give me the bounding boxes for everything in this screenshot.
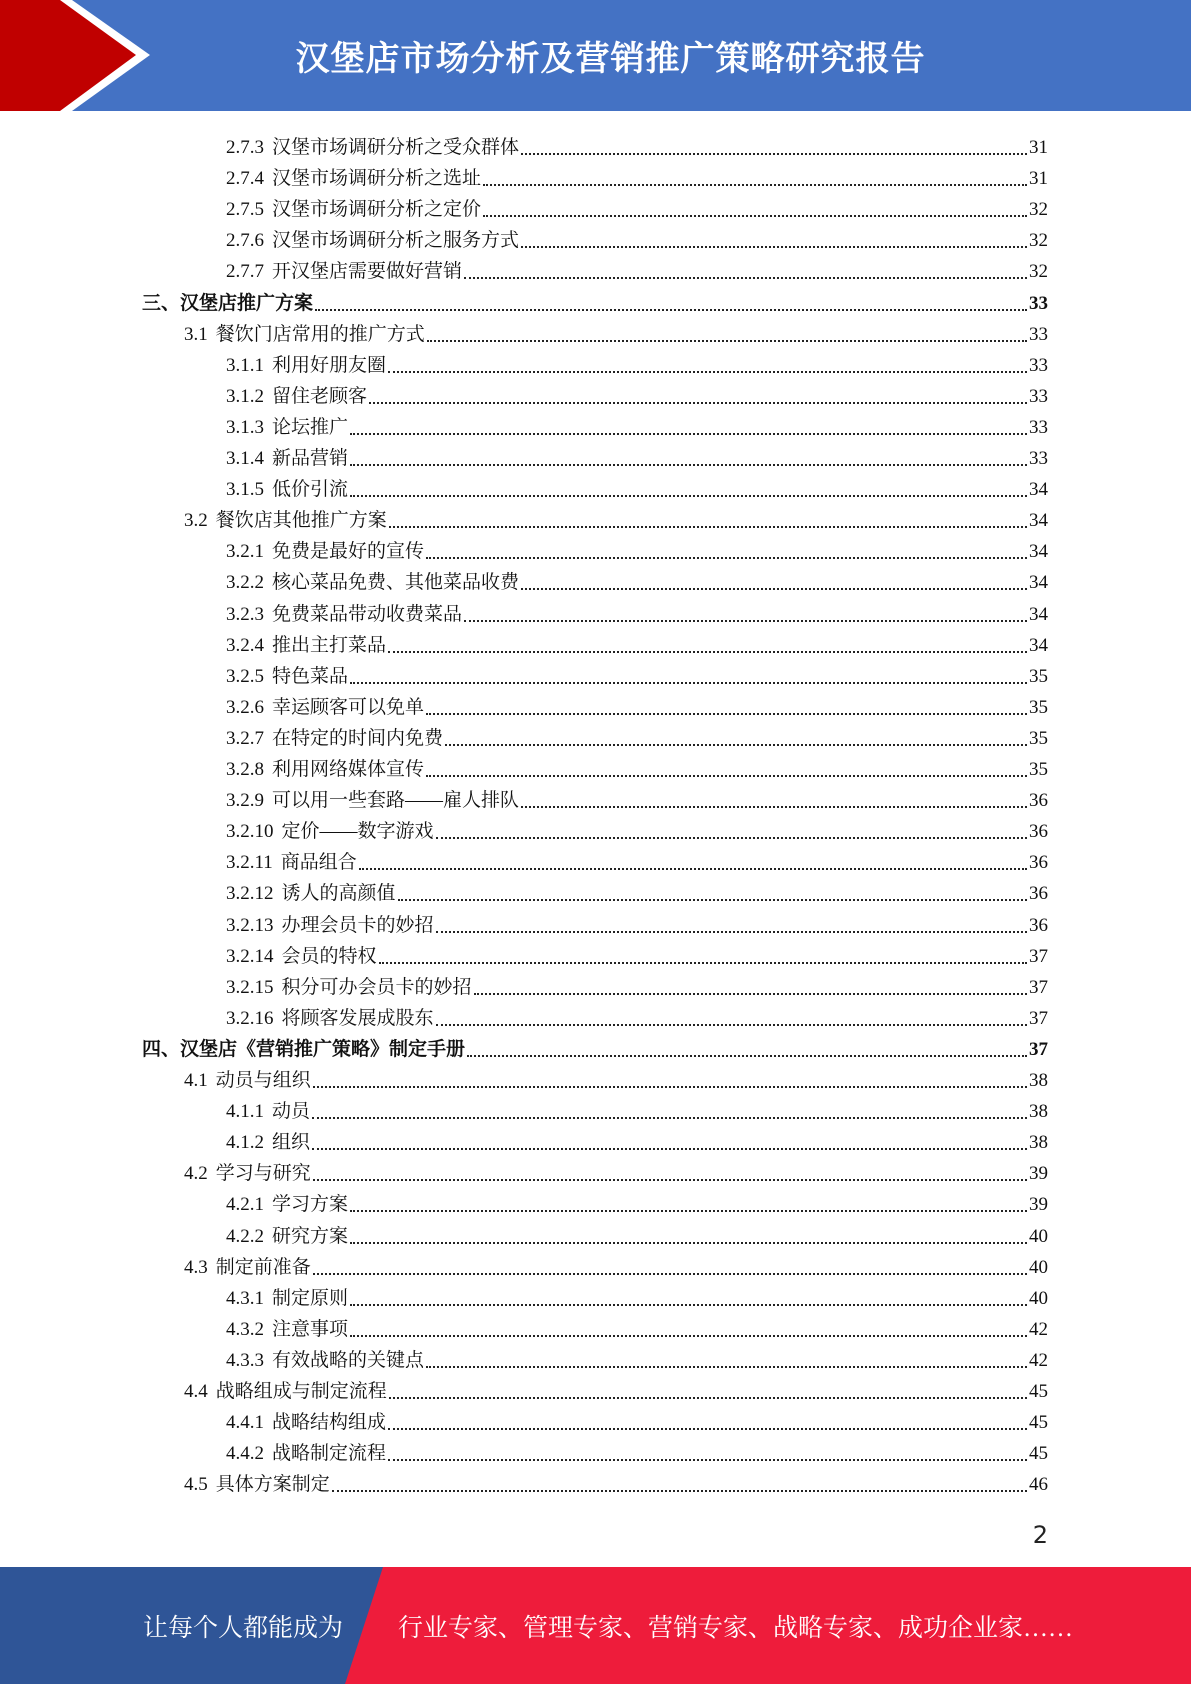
toc-entry-title: 定价——数字游戏 [281, 821, 434, 843]
toc-entry-page: 33 [1029, 323, 1048, 345]
toc-entry-number: 4.4 [184, 1381, 208, 1402]
toc-entry[interactable] [226, 1092, 1048, 1123]
toc-entry-title: 汉堡市场调研分析之定价 [272, 199, 482, 221]
toc-entry-page: 37 [1029, 945, 1048, 967]
toc-entry-title: 战略结构组成 [272, 1412, 387, 1434]
toc-dot-leader [350, 1210, 1027, 1212]
toc-dot-leader [427, 340, 1027, 342]
toc-entry[interactable] [184, 1248, 1048, 1279]
toc-entry[interactable] [226, 1123, 1048, 1154]
toc-entry-number: 3.2.9 [226, 790, 264, 812]
toc-dot-leader [389, 1397, 1027, 1399]
toc-dot-leader [312, 1117, 1027, 1119]
toc-entry-title: 餐饮店其他推广方案 [215, 510, 387, 532]
toc-entry-number: 4.2 [184, 1163, 208, 1185]
toc-dot-leader [350, 464, 1027, 466]
toc-entry-title: 免费是最好的宣传 [272, 541, 425, 563]
toc-entry-number: 3.2.4 [226, 634, 264, 656]
toc-entry-number: 3.1.3 [226, 416, 264, 438]
toc-entry-number: 3.2.14 [226, 945, 274, 967]
toc-entry[interactable] [142, 1030, 1048, 1061]
page-footer [0, 1567, 1191, 1684]
toc-entry-number: 3.1.5 [226, 479, 264, 501]
toc-entry-page: 37 [1029, 1038, 1048, 1060]
toc-entry[interactable] [226, 781, 1048, 812]
toc-entry-number: 2.7.5 [226, 199, 264, 221]
toc-entry-page: 38 [1029, 1070, 1048, 1091]
toc-dot-leader [350, 1304, 1027, 1306]
toc-entry-page: 40 [1029, 1225, 1048, 1247]
toc-entry-title: 利用好朋友圈 [272, 354, 387, 376]
toc-dot-leader [436, 931, 1027, 933]
toc-entry-page: 39 [1029, 1194, 1048, 1216]
toc-entry[interactable] [226, 1403, 1048, 1434]
toc-entry[interactable] [226, 1434, 1048, 1465]
toc-entry-page: 42 [1029, 1318, 1048, 1340]
toc-entry-number: 3.1.2 [226, 385, 264, 407]
toc-entry-title: 组织 [272, 1132, 311, 1154]
toc-entry-title: 餐饮门店常用的推广方式 [215, 323, 425, 345]
toc-entry-number: 2.7.3 [226, 137, 264, 158]
toc-entry-number: 4.3.1 [226, 1287, 264, 1309]
toc-entry-number: 2.7.4 [226, 168, 264, 190]
toc-entry[interactable] [226, 408, 1048, 439]
toc-entry[interactable] [226, 346, 1048, 377]
toc-entry-number: 3.2.6 [226, 696, 264, 718]
toc-entry[interactable] [184, 1154, 1048, 1185]
toc-dot-leader [426, 775, 1027, 777]
toc-entry[interactable] [226, 190, 1048, 221]
toc-entry-page: 33 [1029, 292, 1048, 314]
toc-entry-title: 会员的特权 [281, 945, 377, 967]
toc-entry-page: 40 [1029, 1287, 1048, 1309]
toc-dot-leader [483, 215, 1027, 217]
toc-entry-page: 34 [1029, 634, 1048, 656]
toc-dot-leader [521, 246, 1027, 248]
toc-entry-page: 33 [1029, 354, 1048, 376]
toc-entry-page: 35 [1029, 665, 1048, 687]
toc-entry[interactable] [226, 563, 1048, 594]
toc-entry-number: 4.1 [184, 1070, 208, 1091]
toc-entry-title: 具体方案制定 [215, 1474, 330, 1496]
toc-entry[interactable] [184, 1372, 1048, 1403]
toc-entry[interactable] [226, 874, 1048, 905]
toc-entry-page: 39 [1029, 1163, 1048, 1185]
toc-entry-title: 可以用一些套路——雇人排队 [272, 790, 520, 812]
toc-dot-leader [388, 1459, 1027, 1461]
toc-entry-number: 3.2.2 [226, 572, 264, 594]
toc-entry-page: 35 [1029, 759, 1048, 780]
toc-dot-leader [350, 495, 1027, 497]
toc-entry-number: 3.2.5 [226, 665, 264, 687]
toc-entry[interactable] [226, 1217, 1048, 1248]
toc-entry-number: 2.7.6 [226, 230, 264, 252]
toc-entry[interactable] [226, 719, 1048, 750]
toc-entry[interactable] [142, 284, 1048, 315]
toc-entry-title: 论坛推广 [272, 416, 349, 438]
toc-dot-leader [426, 557, 1027, 559]
toc-entry[interactable] [226, 221, 1048, 252]
toc-entry-title: 积分可办会员卡的妙招 [281, 976, 472, 998]
toc-entry-number: 4.2.1 [226, 1194, 264, 1216]
toc-entry[interactable] [226, 688, 1048, 719]
toc-dot-leader [350, 1335, 1027, 1337]
toc-entry-number: 4.1.2 [226, 1132, 264, 1154]
toc-entry-page: 35 [1029, 696, 1048, 718]
toc-entry-number: 4.3.3 [226, 1349, 264, 1371]
toc-entry-number: 3.2.15 [226, 976, 274, 998]
footer-tagline: 行业专家、管理专家、营销专家、战略专家、成功企业家…… [398, 1614, 1074, 1642]
toc-entry-page: 45 [1029, 1381, 1048, 1402]
toc-entry-number: 4.4.2 [226, 1443, 264, 1465]
toc-entry-page: 34 [1029, 541, 1048, 563]
toc-dot-leader [445, 744, 1027, 746]
toc-entry[interactable] [184, 315, 1048, 346]
toc-entry[interactable] [226, 812, 1048, 843]
toc-entry-number: 2.7.7 [226, 261, 264, 283]
toc-entry-page: 36 [1029, 790, 1048, 812]
toc-entry-number: 3.1.4 [226, 448, 264, 469]
toc-dot-leader [313, 1086, 1027, 1088]
toc-entry-page: 31 [1029, 137, 1048, 158]
toc-entry[interactable] [226, 626, 1048, 657]
toc-entry-title: 注意事项 [272, 1318, 349, 1340]
toc-entry-page: 38 [1029, 1132, 1048, 1154]
toc-entry-page: 32 [1029, 199, 1048, 221]
toc-dot-leader [467, 1055, 1027, 1057]
page-number: 2 [1032, 1521, 1048, 1549]
toc-dot-leader [464, 620, 1027, 622]
toc-entry-title: 幸运顾客可以免单 [272, 696, 425, 718]
toc-entry-number: 3.1 [184, 323, 208, 345]
toc-entry[interactable] [226, 1185, 1048, 1216]
toc-entry-page: 34 [1029, 572, 1048, 594]
toc-entry-page: 45 [1029, 1412, 1048, 1434]
toc-entry-title: 核心菜品免费、其他菜品收费 [272, 572, 520, 594]
toc-entry[interactable] [226, 532, 1048, 563]
toc-dot-leader [388, 371, 1027, 373]
toc-entry[interactable] [226, 252, 1048, 283]
toc-entry-number: 3.2.10 [226, 821, 274, 843]
toc-entry-number: 3.2.16 [226, 1007, 274, 1029]
toc-dot-leader [312, 1148, 1027, 1150]
toc-dot-leader [436, 1024, 1027, 1026]
toc-entry-title: 学习与研究 [215, 1163, 311, 1185]
toc-entry[interactable] [226, 750, 1048, 781]
toc-entry[interactable] [226, 1310, 1048, 1341]
toc-entry-page: 38 [1029, 1101, 1048, 1123]
toc-dot-leader [359, 868, 1027, 870]
toc-entry-page: 33 [1029, 448, 1048, 469]
toc-entry[interactable] [226, 439, 1048, 470]
toc-entry-page: 37 [1029, 1007, 1048, 1029]
toc-entry[interactable] [226, 1279, 1048, 1310]
toc-entry-number: 4.4.1 [226, 1412, 264, 1434]
toc-dot-leader [379, 962, 1027, 964]
toc-entry-page: 36 [1029, 821, 1048, 843]
toc-dot-leader [350, 1242, 1027, 1244]
toc-entry-title: 新品营销 [272, 448, 349, 469]
toc-entry-number: 4.1.1 [226, 1101, 264, 1123]
toc-entry-title: 在特定的时间内免费 [272, 727, 444, 749]
toc-dot-leader [426, 1366, 1027, 1368]
toc-entry-title: 三、汉堡店推广方案 [142, 292, 314, 314]
toc-entry-number: 3.2.13 [226, 914, 274, 936]
toc-entry-page: 36 [1029, 914, 1048, 936]
toc-dot-leader [521, 153, 1027, 155]
toc-entry-title: 商品组合 [280, 852, 357, 874]
toc-entry-page: 36 [1029, 852, 1048, 874]
toc-entry-page: 45 [1029, 1443, 1048, 1465]
toc-entry-title: 诱人的高颜值 [281, 883, 396, 905]
toc-entry[interactable] [226, 1341, 1048, 1372]
toc-entry-page: 34 [1029, 603, 1048, 625]
toc-entry-number: 4.5 [184, 1474, 208, 1496]
toc-entry-page: 40 [1029, 1256, 1048, 1278]
toc-entry-page: 36 [1029, 883, 1048, 905]
toc-dot-leader [315, 309, 1027, 311]
toc-entry-number: 3.2.1 [226, 541, 264, 563]
toc-entry[interactable] [226, 657, 1048, 688]
toc-entry-page: 46 [1029, 1474, 1048, 1496]
toc-entry-page: 33 [1029, 385, 1048, 407]
toc-entry[interactable] [226, 999, 1048, 1030]
toc-entry-number: 3.2.3 [226, 603, 264, 625]
toc-entry-number: 3.1.1 [226, 354, 264, 376]
toc-dot-leader [369, 402, 1027, 404]
toc-dot-leader [436, 837, 1027, 839]
toc-entry-title: 汉堡市场调研分析之服务方式 [272, 230, 520, 252]
toc-entry[interactable] [226, 128, 1048, 159]
toc-entry-page: 34 [1029, 479, 1048, 501]
toc-entry-title: 开汉堡店需要做好营销 [272, 261, 463, 283]
toc-entry[interactable] [226, 377, 1048, 408]
toc-entry-number: 4.3.2 [226, 1318, 264, 1340]
header-arrow-decoration [0, 0, 160, 111]
toc-entry-number: 3.2.7 [226, 727, 264, 749]
footer-slogan: 让每个人都能成为 [143, 1614, 344, 1642]
toc-entry[interactable] [226, 470, 1048, 501]
toc-entry-page: 31 [1029, 168, 1048, 190]
toc-dot-leader [389, 526, 1027, 528]
toc-entry-title: 特色菜品 [272, 665, 349, 687]
toc-entry-title: 制定原则 [272, 1287, 349, 1309]
toc-dot-leader [521, 806, 1027, 808]
toc-entry-title: 将顾客发展成股东 [281, 1007, 434, 1029]
document-title: 汉堡店市场分析及营销推广策略研究报告 [295, 39, 926, 79]
toc-dot-leader [313, 1273, 1027, 1275]
toc-dot-leader [350, 682, 1027, 684]
toc-entry-title: 汉堡市场调研分析之受众群体 [272, 137, 520, 158]
toc-entry-number: 3.2 [184, 510, 208, 532]
toc-entry-title: 留住老顾客 [272, 385, 368, 407]
toc-entry[interactable] [226, 937, 1048, 968]
toc-entry-title: 利用网络媒体宣传 [272, 759, 425, 780]
toc-entry-title: 动员与组织 [215, 1070, 311, 1091]
toc-dot-leader [388, 651, 1027, 653]
toc-entry-title: 低价引流 [272, 479, 349, 501]
toc-entry-title: 四、汉堡店《营销推广策略》制定手册 [142, 1038, 466, 1060]
toc-entry-page: 37 [1029, 976, 1048, 998]
toc-entry[interactable] [226, 906, 1048, 937]
toc-dot-leader [483, 184, 1027, 186]
toc-entry-page: 32 [1029, 261, 1048, 283]
toc-dot-leader [426, 713, 1027, 715]
page-header [0, 0, 1191, 111]
toc-entry[interactable] [226, 843, 1048, 874]
toc-entry-page: 33 [1029, 416, 1048, 438]
toc-dot-leader [521, 588, 1027, 590]
toc-entry-page: 42 [1029, 1349, 1048, 1371]
toc-entry-title: 推出主打菜品 [272, 634, 387, 656]
toc-dot-leader [464, 277, 1027, 279]
toc-entry-title: 战略制定流程 [272, 1443, 387, 1465]
toc-entry-number: 3.2.8 [226, 759, 264, 780]
toc-entry-number: 4.2.2 [226, 1225, 264, 1247]
toc-entry[interactable] [184, 1061, 1048, 1092]
toc-entry-title: 有效战略的关键点 [272, 1349, 425, 1371]
toc-entry-number: 3.2.12 [226, 883, 274, 905]
toc-entry-title: 动员 [272, 1101, 311, 1123]
toc-dot-leader [313, 1179, 1027, 1181]
toc-dot-leader [398, 899, 1027, 901]
toc-entry[interactable] [226, 595, 1048, 626]
toc-entry-title: 免费菜品带动收费菜品 [272, 603, 463, 625]
toc-entry-title: 学习方案 [272, 1194, 349, 1216]
toc-entry[interactable] [184, 501, 1048, 532]
toc-dot-leader [388, 1428, 1027, 1430]
toc-entry-title: 办理会员卡的妙招 [281, 914, 434, 936]
toc-entry-title: 制定前准备 [215, 1256, 311, 1278]
toc-entry-title: 研究方案 [272, 1225, 349, 1247]
toc-entry-title: 战略组成与制定流程 [215, 1381, 387, 1402]
toc-dot-leader [474, 993, 1027, 995]
toc-entry[interactable] [184, 1465, 1048, 1496]
toc-dot-leader [332, 1490, 1027, 1492]
toc-entry-page: 32 [1029, 230, 1048, 252]
toc-entry-number: 3.2.11 [226, 852, 273, 874]
toc-dot-leader [350, 433, 1027, 435]
toc-entry-number: 4.3 [184, 1256, 208, 1278]
toc-entry-page: 34 [1029, 510, 1048, 532]
toc-entry[interactable] [226, 159, 1048, 190]
toc-entry-title: 汉堡市场调研分析之选址 [272, 168, 482, 190]
toc-entry-page: 35 [1029, 727, 1048, 749]
toc-entry[interactable] [226, 968, 1048, 999]
